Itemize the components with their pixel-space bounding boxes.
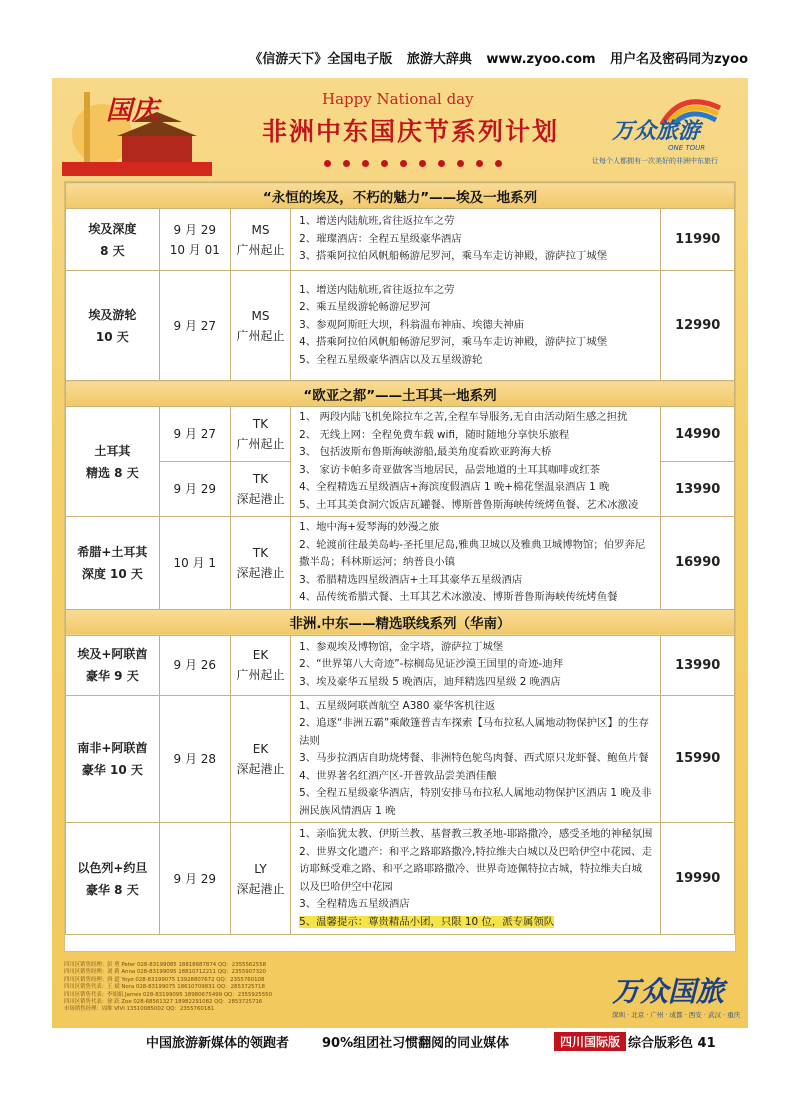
edition-badge: 四川国际版 [554,1032,626,1051]
route-description: 1、增送内陆航班,省往返拉车之劳 2、乘五星级游轮畅游尼罗河 3、参观阿斯旺大坝，科翁温布神庙、埃德夫神庙 4、搭乘阿拉伯风帆船畅游尼罗河，乘马车走访神殿，游萨拉丁城堡 5、全程五星级豪华酒店以及五星级游轮 [291,271,661,381]
warm-tip: 5、温馨提示：尊贵精品小团，只限 10 位，派专属领队 [299,915,555,928]
contact-line: 四川区销售经理：刘 莉 Anna 028-83199095 18810712211 QQ：2355907320 [64,969,266,976]
table-row[interactable]: 9 月 29 TK 深起港止 13990 [66,462,735,517]
itinerary-table [65,182,735,935]
price: 14990 [661,407,735,462]
flyer-title: 非洲中东国庆节系列计划 [262,117,560,146]
logo-text: 万众旅游 [612,119,701,144]
contact-line: 四川区销售代表：王 斌 Nora 028-83199075 18610709831 QQ：2853725718 [64,984,265,991]
contact-line: 四川区销售经理：彭 勇 Peter 028-83199085 18818687874 QQ：2355562558 [64,962,267,968]
contact-list [64,962,272,1014]
flyer [52,78,748,1028]
login-hint: 用户名及密码同为zyoo [610,52,748,67]
logo-tagline: 让每个人都拥有一次美好的非洲中东旅行 [592,157,718,165]
section-header: “欧亚之都”——土耳其一地系列 [66,381,735,407]
guoqing-title: 国庆 [106,96,159,126]
section-header: “永恒的埃及，不朽的魅力”——埃及一地系列 [66,183,735,209]
section-header: 非洲.中东——精选联线系列（华南） [66,609,735,635]
route-description: 1、 两段内陆飞机免除拉车之苦,全程车导服务,无自由活动陌生感之担扰 2、 无线上网：全程免费车载 wifi，随时随地分享快乐旅程 3、 包括波斯布鲁斯海峡游船,最美角度看欧亚跨海大桥 3、 家访卡帕多奇亚做客当地居民，品尝地道的土耳其咖啡或红茶 4、全程精选五星级酒店+海滨度假酒店 1 晚+棉花堡温泉酒店 1 晚 5、土耳其美食洞穴饭店瓦罐餐、博斯普鲁斯海峡传统烤鱼餐、艺术冰激凌 [291,407,661,517]
happy-national-day: Happy National day [322,90,474,108]
slogan-left: 中国旅游新媒体的领跑者 [146,1036,290,1051]
price: 15990 [661,695,735,823]
contact-line: 四川区销售经理：唐 道 Yoyo 028-83199075 13928807672 QQ：2355760108 [64,976,265,983]
route-description: 1、五星级阿联酋航空 A380 豪华客机往返 2、追逐“非洲五霸”乘敞篷普吉车探索【马布拉私人属地动物保护区】的生存法则 3、马步拉酒店自助烧烤餐、非洲特色鸵鸟肉餐、西式原只龙虾餐、鲍鱼片餐 4、世界著名红酒产区-开普敦品尝美酒佳酿 5、全程五星级豪华酒店，特别安排马布拉私人属地动物保护区酒店 1 晚及非洲民族风情酒店 1 晚 [291,695,661,823]
route-description: 1、亲临犹太教、伊斯兰教、基督教三教圣地-耶路撒冷，感受圣地的神秘氛围 2、世界文化遗产：和平之路耶路撒冷,特拉维夫白城以及巴哈伊空中花园、走访耶稣受难之路、和平之路耶路撒冷、世界奇迹佩特拉古城，特拉维夫白城以及巴哈伊空中花园 3、全程精选五星级酒店 5、温馨提示：尊贵精品小团，只限 10 位，派专属领队 [291,823,661,935]
table-row[interactable]: 埃及+阿联酋 豪华 9 天 9 月 26 EK 广州起止 1、参观埃及博物馆，金字塔，游萨拉丁城堡 2、“世界第八大奇迹”-棕榈岛见证沙漠王国里的奇迹-迪拜 3、埃及豪华五星级 5 晚酒店，迪拜精选四星级 2 晚酒店 13990 [66,635,735,695]
page-number: 综合版彩色 41 [628,1036,716,1051]
table-row[interactable]: 埃及深度 8 天 9 月 29 10 月 01 MS 广州起止 1、增送内陆航班,省往返拉车之劳 2、璀璨酒店：全程五星级豪华酒店 3、搭乘阿拉伯风帆船畅游尼罗河，乘马车走访神殿，游萨拉丁城堡 11990 [66,209,735,271]
table-row[interactable]: 南非+阿联酋 豪华 10 天 9 月 28 EK 深起港止 1、五星级阿联酋航空 A380 豪华客机往返 2、追逐“非洲五霸”乘敞篷普吉车探索【马布拉私人属地动物保护区】的生存法则 3、马步拉酒店自助烧烤餐、非洲特色鸵鸟肉餐、西式原只龙虾餐、鲍鱼片餐 4、世界著名红酒产区-开普敦品尝美酒佳酿 5、全程五星级豪华酒店，特别安排马布拉私人属地动物保护区酒店 1 晚及非洲民族风情酒店 1 晚 15990 [66,695,735,823]
price: 12990 [661,271,735,381]
top-banner [0,48,800,72]
price: 13990 [661,635,735,695]
contact-line: 四川区销售代表：徐 跃 Zoe 028-68561327 18982291082 QQ：2853725716 [64,999,263,1006]
table-row[interactable]: 以色列+约旦 豪华 8 天 9 月 29 LY 深起港止 1、亲临犹太教、伊斯兰教、基督教三教圣地-耶路撒冷，感受圣地的神秘氛围 2、世界文化遗产：和平之路耶路撒冷,特拉维夫白城以及巴哈伊空中花园、走访耶稣受难之路、和平之路耶路撒冷、世界奇迹佩特拉古城，特拉维夫白城以及巴哈伊空中花园 3、全程精选五星级酒店 5、温馨提示：尊贵精品小团，只限 10 位，派专属领队 19990 [66,823,735,935]
contact-line: 四川区销售代表：李娟娟 James 028-83199095 18980675499 QQ：2355925550 [64,991,272,998]
national-day-illustration [62,84,212,174]
route-description: 1、地中海+爱琴海的妙漫之旅 2、轮渡前往最美岛屿-圣托里尼岛,雅典卫城以及雅典卫城博物馆；伯罗奔尼撒半岛；科林斯运河；纳普良小镇 3、希腊精选四星级酒店+土耳其豪华五星级酒店 4、品传统希腊式餐、土耳其艺术冰激凌、博斯普鲁斯海峡传统烤鱼餐 [291,517,661,610]
route-description: 1、增送内陆航班,省往返拉车之劳 2、璀璨酒店：全程五星级豪华酒店 3、搭乘阿拉伯风帆船畅游尼罗河，乘马车走访神殿，游萨拉丁城堡 [291,209,661,271]
route-description: 1、参观埃及博物馆，金字塔，游萨拉丁城堡 2、“世界第八大奇迹”-棕榈岛见证沙漠王国里的奇迹-迪拜 3、埃及豪华五星级 5 晚酒店，迪拜精选四星级 2 晚酒店 [291,635,661,695]
page-footer [0,1032,800,1052]
table-row[interactable]: 土耳其 精选 8 天 9 月 27 TK 广州起止 1、 两段内陆飞机免除拉车之苦,全程车导服务,无自由活动陌生感之担扰 2、 无线上网：全程免费车载 wifi，随时随地分享快乐旅程 3、 包括波斯布鲁斯海峡游船,最美角度看欧亚跨海大桥 3、 家访卡帕多奇亚做客当地居民，品尝地道的土耳其咖啡或红茶 4、全程精选五星级酒店+海滨度假酒店 1 晚+棉花堡温泉酒店 1 晚 5、土耳其美食洞穴饭店瓦罐餐、博斯普鲁斯海峡传统烤鱼餐、艺术冰激凌 14990 [66,407,735,462]
price: 13990 [661,462,735,517]
flyer-footer [52,958,748,1028]
flyer-header [52,78,748,178]
itinerary-table-card [64,181,736,952]
brand-cities: 深圳 · 北京 · 广州 · 成都 · 西安 · 武汉 · 重庆 [612,1011,741,1019]
table-row[interactable]: 希腊+土耳其 深度 10 天 10 月 1 TK 深起港止 1、地中海+爱琴海的妙漫之旅 2、轮渡前往最美岛屿-圣托里尼岛,雅典卫城以及雅典卫城博物馆；伯罗奔尼撒半岛；科林斯运河；纳普良小镇 3、希腊精选四星级酒店+土耳其豪华五星级酒店 4、品传统希腊式餐、土耳其艺术冰激凌、博斯普鲁斯海峡传统烤鱼餐 16990 [66,517,735,610]
slogan-mid: 90%组团社习惯翻阅的同业媒体 [322,1036,510,1051]
onetour-logo [592,88,742,168]
brand-logo: 万众国旅 [612,975,725,1008]
decorative-dots [324,152,514,171]
contact-line: 市场销售经理：周维 VIVI 13510085002 QQ：2355760181 [64,1006,215,1013]
price: 19990 [661,823,735,935]
price: 11990 [661,209,735,271]
table-row[interactable]: 埃及游轮 10 天 9 月 27 MS 广州起止 1、增送内陆航班,省往返拉车之劳 2、乘五星级游轮畅游尼罗河 3、参观阿斯旺大坝，科翁温布神庙、埃德夫神庙 4、搭乘阿拉伯风帆船畅游尼罗河，乘马车走访神殿，游萨拉丁城堡 5、全程五星级豪华酒店以及五星级游轮 12990 [66,271,735,381]
price: 16990 [661,517,735,610]
website-url[interactable]: www.zyoo.com [486,52,596,67]
logo-subtitle: ONE TOUR [668,144,706,152]
dictionary-label: 旅游大辞典 [406,52,472,67]
magazine-name: 《信游天下》全国电子版 [249,52,393,67]
